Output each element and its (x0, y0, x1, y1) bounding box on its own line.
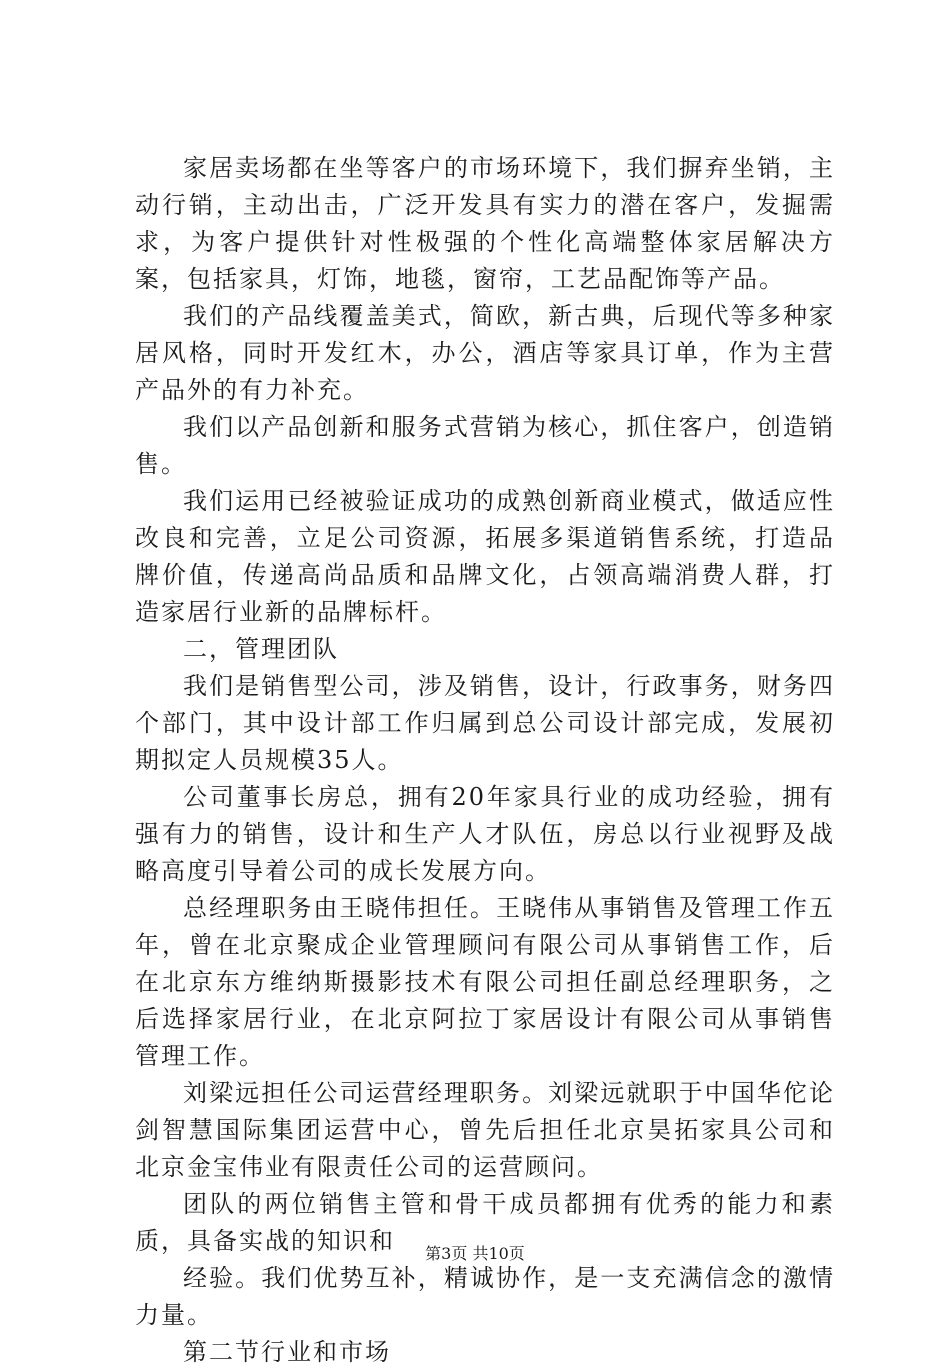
page-number-footer: 第3页 共10页 (425, 1244, 525, 1263)
paragraph-business-model: 我们运用已经被验证成功的成熟创新商业模式，做适应性改良和完善，立足公司资源，拓展多渠道销售系统，打造品牌价值，传递高尚品质和品牌文化，占领高端消费人群，打造家居行业新的品牌标杆。 (135, 487, 835, 626)
paragraph-chairman: 公司董事长房总，拥有20年家具行业的成功经验，拥有强有力的销售，设计和生产人才队伍，房总以行业视野及战略高度引导着公司的成长发展方向。 (135, 783, 835, 885)
paragraph-product-line: 我们的产品线覆盖美式，简欧，新古典，后现代等多种家居风格，同时开发红木，办公，酒店等家具订单，作为主营产品外的有力补充。 (135, 302, 835, 404)
section-heading-management-team: 二，管理团队 (183, 635, 339, 663)
paragraph-departments: 我们是销售型公司，涉及销售，设计，行政事务，财务四个部门，其中设计部工作归属到总公司设计部完成，发展初期拟定人员规模35人。 (135, 672, 835, 774)
paragraph-operations-manager: 刘梁远担任公司运营经理职务。刘梁远就职于中国华佗论剑智慧国际集团运营中心，曾先后担任北京昊拓家具公司和北京金宝伟业有限责任公司的运营顾问。 (135, 1079, 835, 1181)
paragraph-team-members: 团队的两位销售主管和骨干成员都拥有优秀的能力和素质，具备实战的知识和 (135, 1190, 835, 1255)
document-body (135, 150, 835, 1371)
paragraph-core-focus: 我们以产品创新和服务式营销为核心，抓住客户，创造销售。 (135, 413, 835, 478)
section-heading-industry-market: 第二节行业和市场 (183, 1338, 391, 1366)
paragraph-sales-approach: 家居卖场都在坐等客户的市场环境下，我们摒弃坐销，主动行销，主动出击，广泛开发具有实力的潜在客户，发掘需求，为客户提供针对性极强的个性化高端整体家居解决方案，包括家具，灯饰，地毯，窗帘，工艺品配饰等产品。 (135, 154, 835, 293)
paragraph-general-manager: 总经理职务由王晓伟担任。王晓伟从事销售及管理工作五年，曾在北京聚成企业管理顾问有限公司从事销售工作，后在北京东方维纳斯摄影技术有限公司担任副总经理职务，之后选择家居行业，在北京阿拉丁家居设计有限公司从事销售管理工作。 (135, 894, 835, 1070)
paragraph-team-strength: 经验。我们优势互补，精诚协作，是一支充满信念的激情力量。 (135, 1264, 835, 1329)
